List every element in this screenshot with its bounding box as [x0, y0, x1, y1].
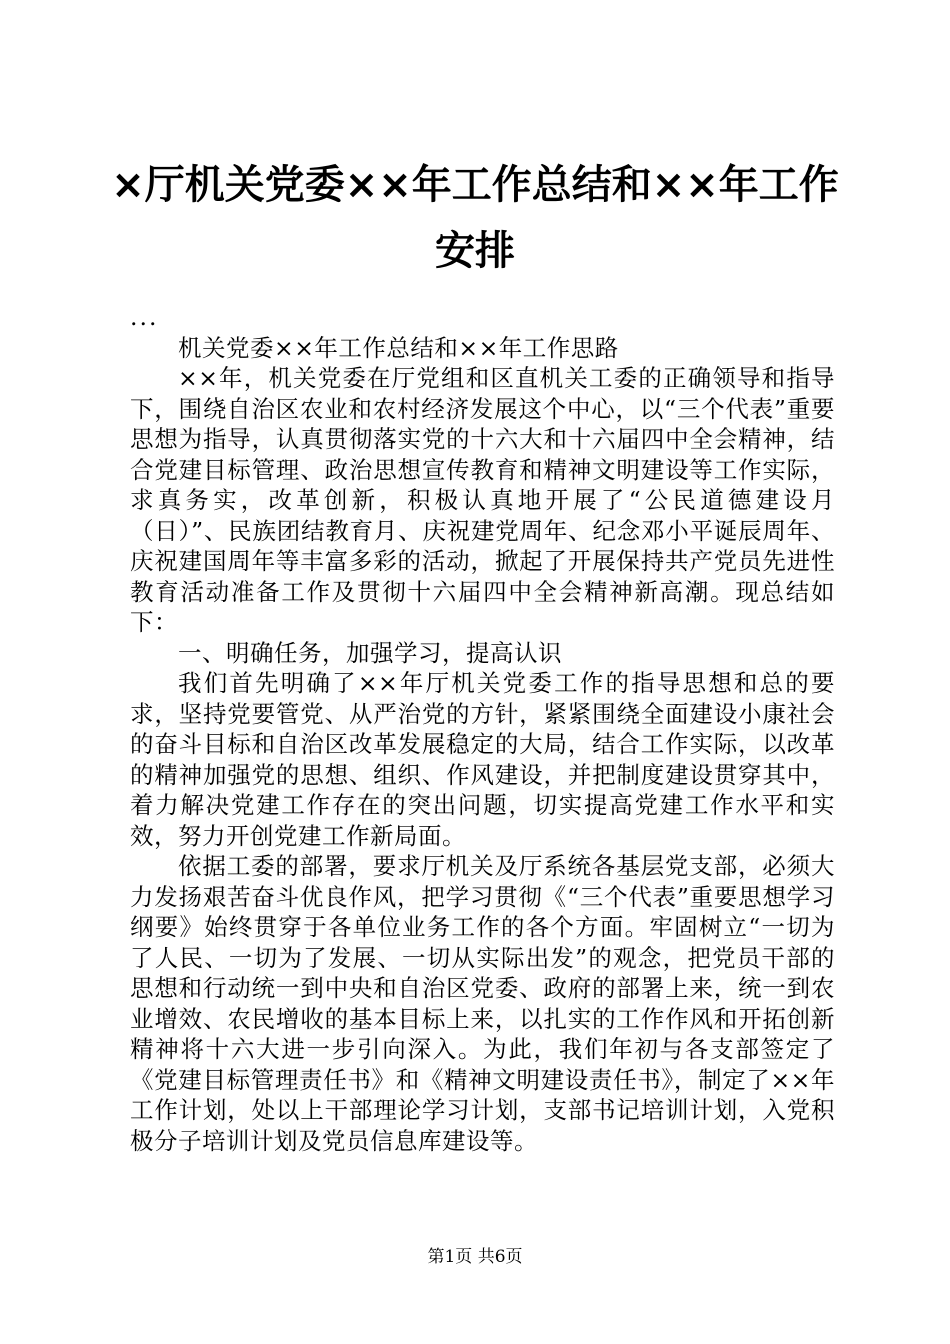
section-heading: 一、明确任务，加强学习，提高认识	[178, 638, 562, 667]
body-paragraph: 依据工委的部署，要求厅机关及厅系统各基层党支部，必须大力发扬艰苦奋斗优良作风，把学习贯彻《“三个代表”重要思想学习纲要》始终贯穿于各单位业务工作的各个方面。牢固树立“一切为了人民、一切为了发展、一切从实际出发”的观念，把党员干部的思想和行动统一到中央和自治区党委、政府的部署上来，统一到农业增效、农民增收的基本目标上来，以扎实的工作作风和开拓创新精神将十六大进一步引向深入。为此，我们年初与各支部签定了《党建目标管理责任书》和《精神文明建设责任书》，制定了××年工作计划，处以上干部理论学习计划，支部书记培训计划，入党积极分子培训计划及党员信息库建设等。	[130, 852, 835, 1155]
body-paragraph: 我们首先明确了××年厅机关党委工作的指导思想和总的要求，坚持党要管党、从严治党的方针，紧紧围绕全面建设小康社会的奋斗目标和自治区改革发展稳定的大局，结合工作实际，以改革的精神加强党的思想、组织、作风建设，并把制度建设贯穿其中，着力解决党建工作存在的突出问题，切实提高党建工作水平和实效，努力开创党建工作新局面。	[130, 669, 835, 850]
page-number-footer: 第1页 共6页	[427, 1247, 523, 1267]
ellipsis-marker: ...	[130, 303, 159, 331]
document-title: ×厅机关党委××年工作总结和××年工作安排	[111, 162, 839, 274]
intro-paragraph: ××年，机关党委在厅党组和区直机关工委的正确领导和指导下，围绕自治区农业和农村经济发展这个中心，以“三个代表”重要思想为指导，认真贯彻落实党的十六大和十六届四中全会精神，结合党建目标管理、政治思想宣传教育和精神文明建设等工作实际，求真务实，改革创新，积极认真地开展了“公民道德建设月（日）”、民族团结教育月、庆祝建党周年、纪念邓小平诞辰周年、庆祝建国周年等丰富多彩的活动，掀起了开展保持共产党员先进性教育活动准备工作及贯彻十六届四中全会精神新高潮。现总结如下：	[130, 364, 835, 636]
subtitle-paragraph: 机关党委××年工作总结和××年工作思路	[178, 333, 619, 362]
document-body	[130, 302, 835, 1156]
